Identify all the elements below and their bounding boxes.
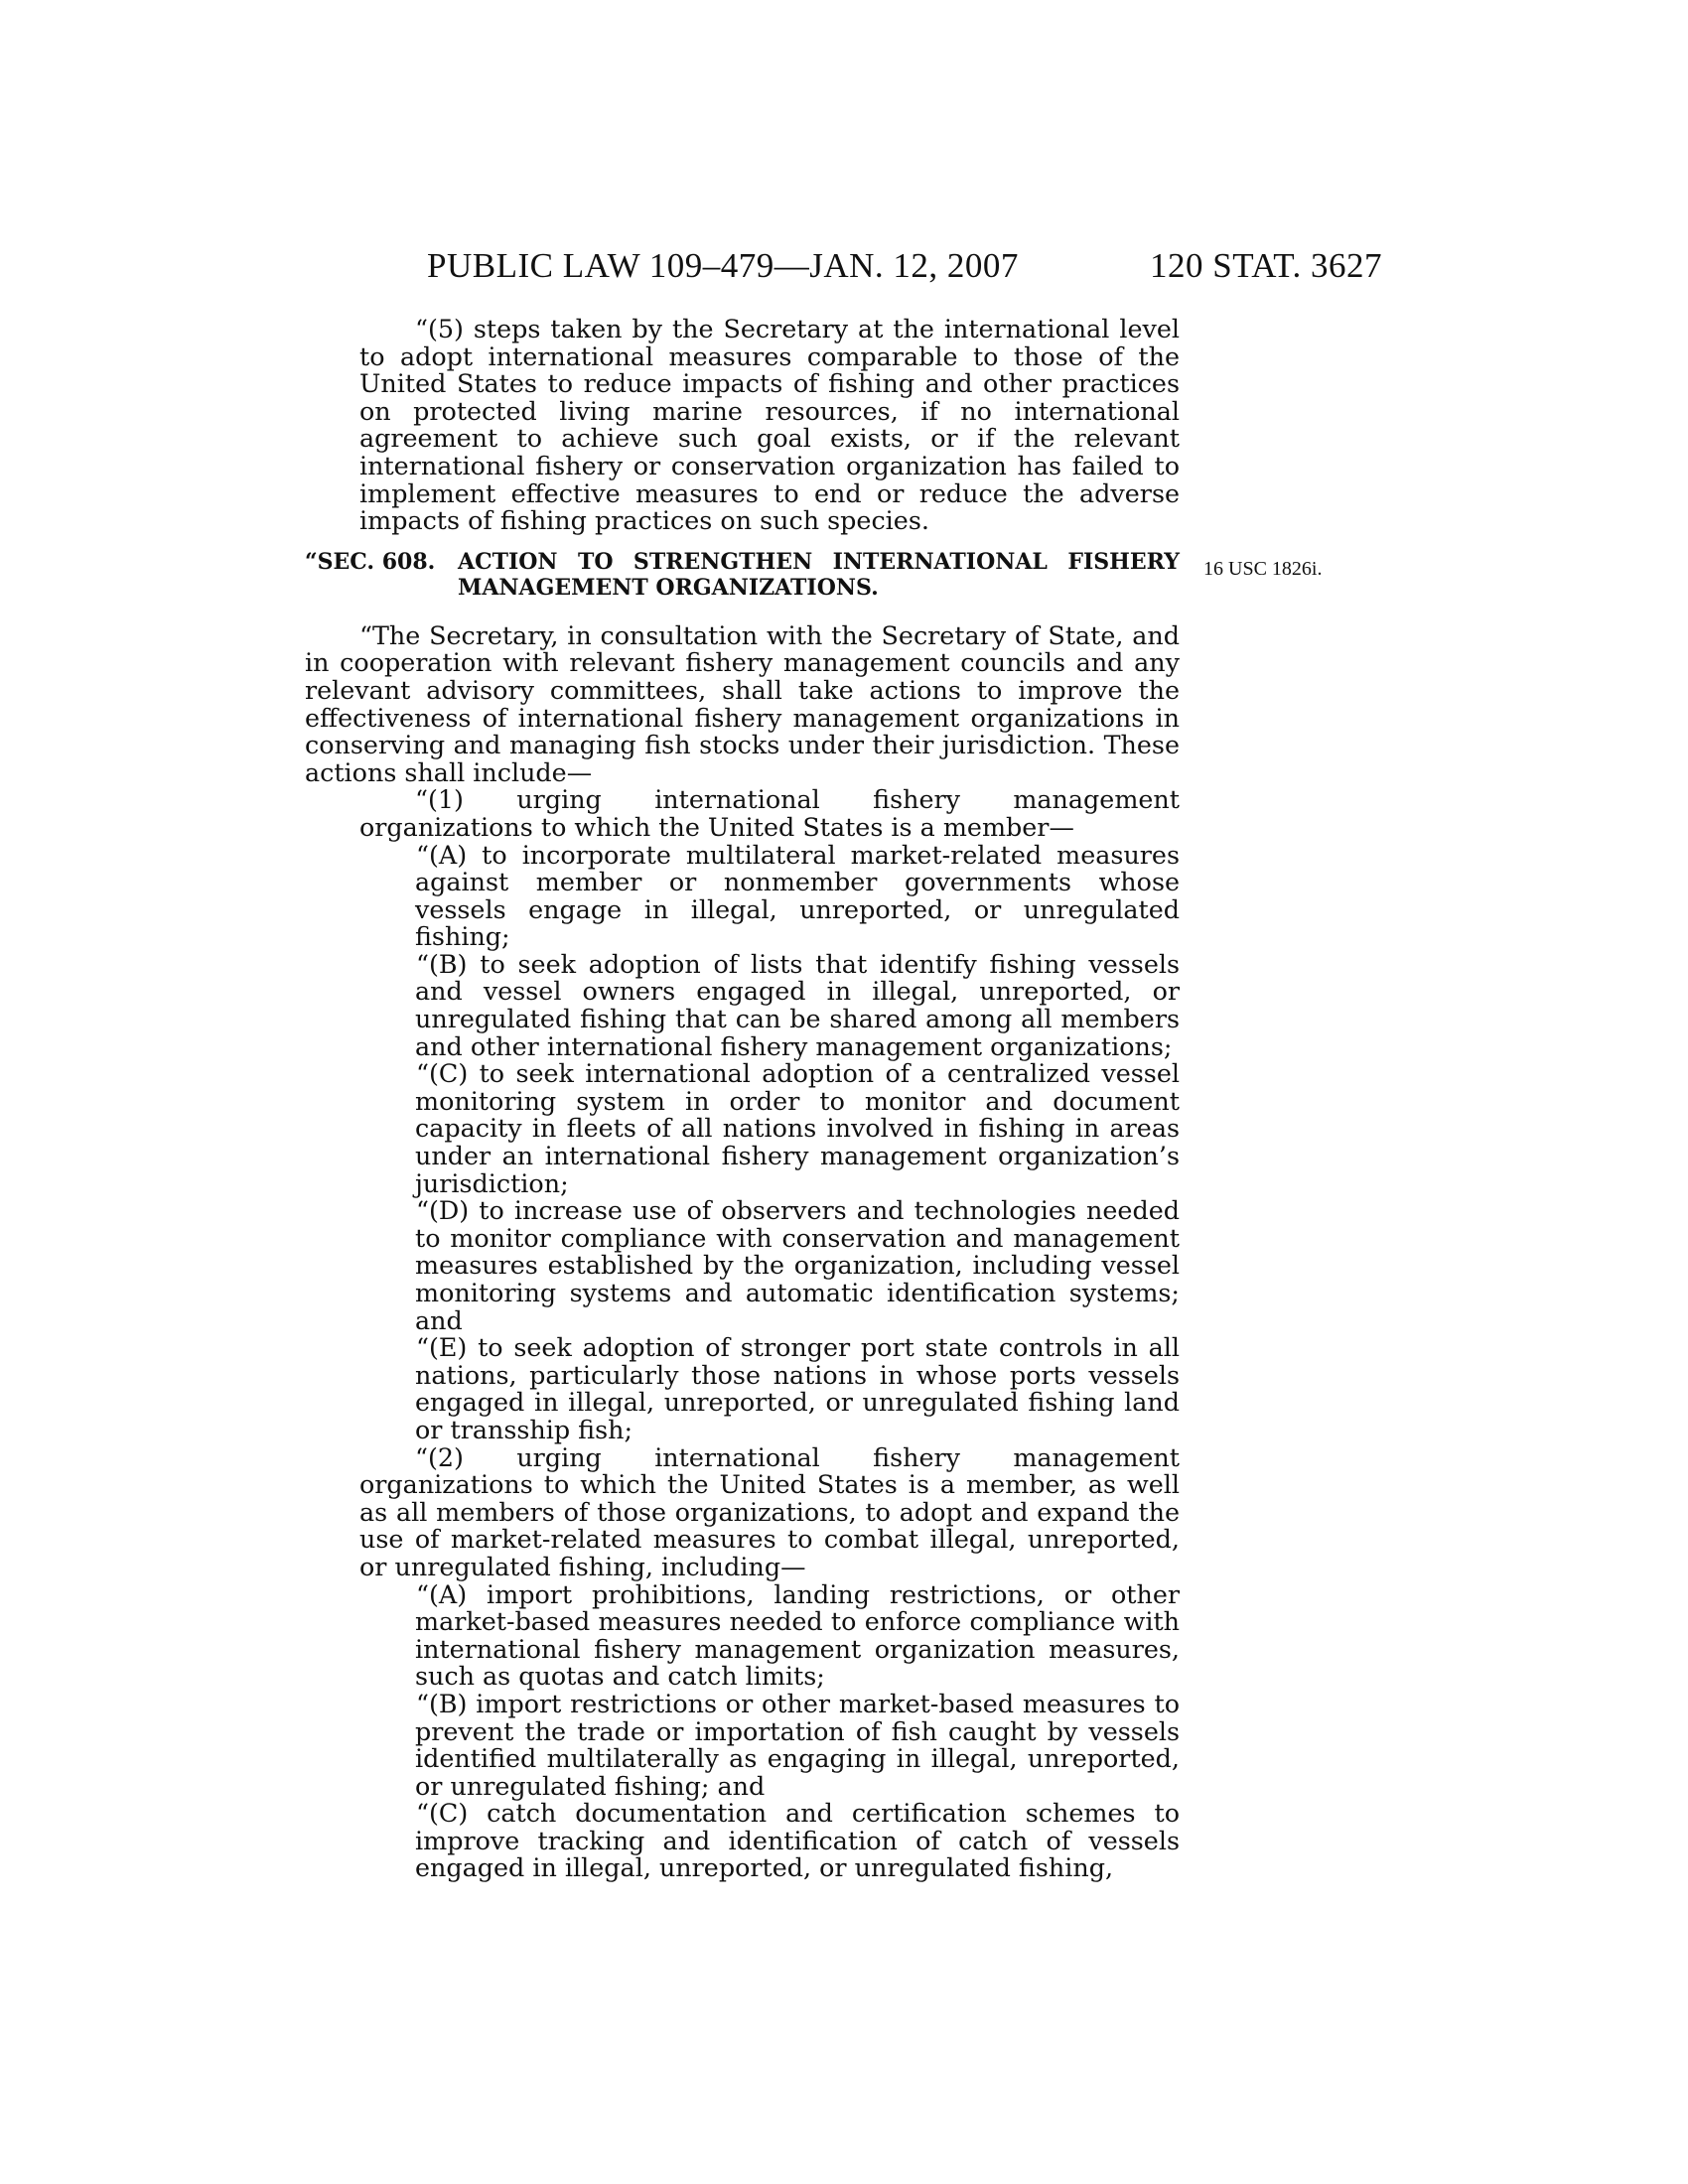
item-2-c: “(C) catch documentation and certification schemes to improve tracking and identification of catch of vessels engaged in illegal, unreported, or unregulated fishing, — [415, 1798, 1180, 1883]
item-1-b: “(B) to seek adoption of lists that identify fishing vessels and vessel owners engaged in illegal, unreported, or unregulated fishing that can be shared among all members and other international fishery management organizations; — [415, 948, 1180, 1061]
page-stat-number: 120 STAT. 3627 — [1150, 246, 1382, 285]
paragraph-5: “(5) steps taken by the Secretary at the international level to adopt international measures comparable to those of the United States to reduce impacts of fishing and other practices on protected living marine resources, if no international agreement to achieve such goal exists, or if the relevant international fishery or conservation organization has failed to implement effective measures to end or reduce the adverse impacts of fishing practices on such species. — [359, 314, 1180, 536]
item-1-d: “(D) to increase use of observers and technologies needed to monitor compliance with conservation and management measures established by the organization, including vessel monitoring systems and automatic identification systems; and — [415, 1195, 1180, 1335]
item-1: “(1) urging international fishery management organizations to which the United States is a member— — [359, 784, 1180, 842]
section-intro: “The Secretary, in consultation with the Secretary of State, and in cooperation with relevant fishery management councils and any relevant advisory committees, shall take actions to improve the effectiveness of international fishery management organizations in conserving and managing fish stocks under their jurisdiction. These actions shall include— — [305, 619, 1180, 787]
item-2: “(2) urging international fishery management organizations to which the United States is a member, as well as all members of those organizations, to adopt and expand the use of market-related measures to combat illegal, unreported, or unregulated fishing, including— — [359, 1441, 1180, 1581]
section-number: “SEC. 608. — [305, 548, 436, 575]
item-1-e: “(E) to seek adoption of stronger port state controls in all nations, particularly those nations in whose ports vessels engaged in illegal, unreported, or unregulated fishing land or transship fish; — [415, 1332, 1180, 1444]
running-header-title: PUBLIC LAW 109–479—JAN. 12, 2007 — [427, 246, 1019, 285]
section-title: ACTION TO STRENGTHEN INTERNATIONAL FISHERY MANAGEMENT ORGANIZATIONS. — [458, 548, 1180, 601]
document-body — [305, 316, 1180, 1882]
margin-citation: 16 USC 1826i. — [1203, 558, 1323, 580]
item-1-a: “(A) to incorporate multilateral market-related measures against member or nonmember governments whose vessels engage in illegal, unreported, or unregulated fishing; — [415, 839, 1180, 952]
item-2-a: “(A) import prohibitions, landing restrictions, or other market-based measures needed to enforce compliance with international fishery management organization measures, such as quotas and catch limits; — [415, 1578, 1180, 1692]
item-2-b: “(B) import restrictions or other market-based measures to prevent the trade or importation of fish caught by vessels identified multilaterally as engaging in illegal, unreported, or unregulated fishing; and — [415, 1688, 1180, 1801]
section-heading — [305, 549, 1180, 601]
item-1-c: “(C) to seek international adoption of a centralized vessel monitoring system in order to monitor and document capacity in fleets of all nations involved in fishing in areas under an international fishery management organization’s jurisdiction; — [415, 1058, 1180, 1198]
